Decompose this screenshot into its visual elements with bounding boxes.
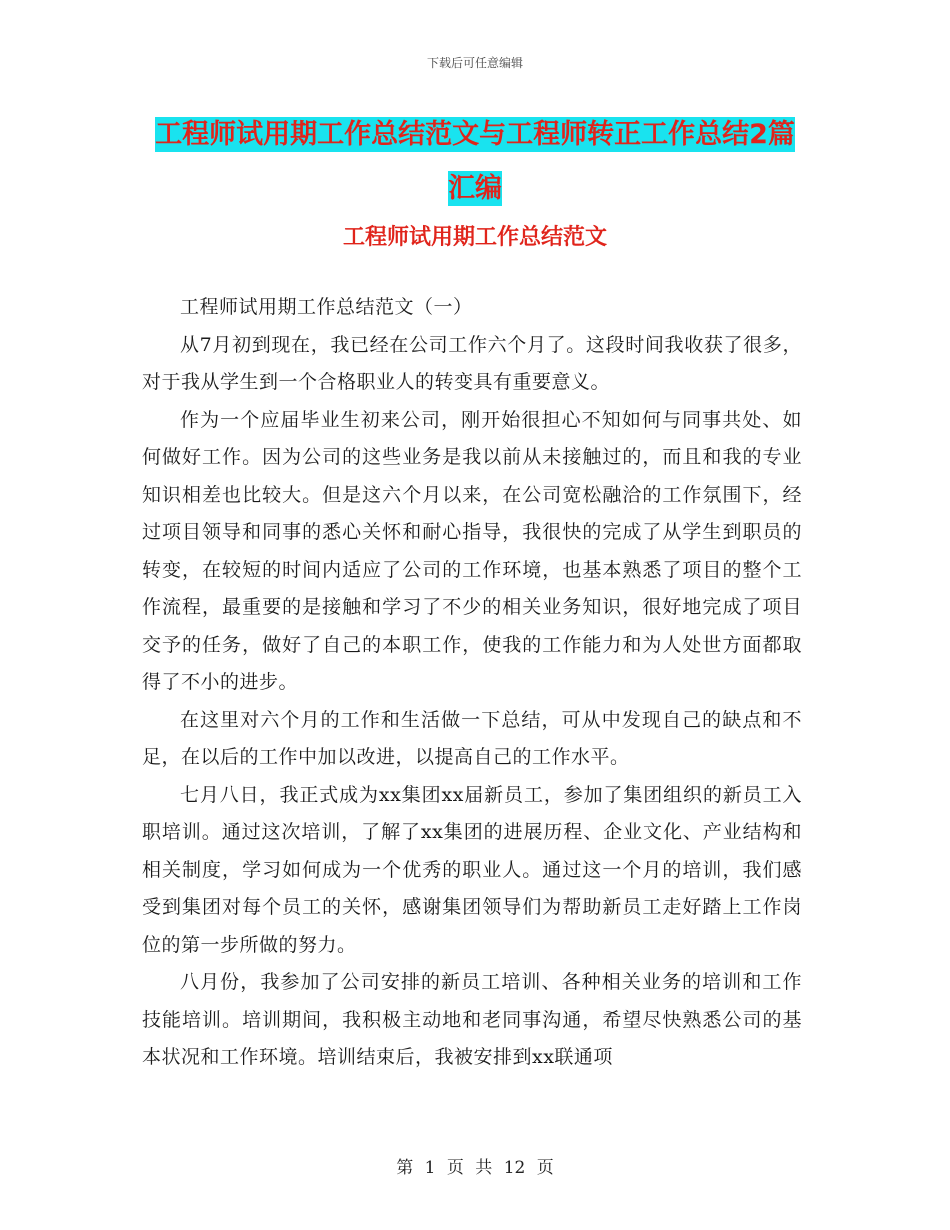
paragraph: 作为一个应届毕业生初来公司，刚开始很担心不知如何与同事共处、如何做好工作。因为公司的这些业务是我以前从未接触过的，而且和我的专业知识相差也比较大。但是这六个月以来，在公司宽松融洽的工作氛围下，经过项目领导和同事的悉心关怀和耐心指导，我很快的完成了从学生到职员的转变，在较短的时间内适应了公司的工作环境，也基本熟悉了项目的整个工作流程，最重要的是接触和学习了不少的相关业务知识，很好地完成了项目交予的任务，做好了自己的本职工作，使我的工作能力和为人处世方面都取得了不小的进步。 [142, 408, 802, 693]
page-footer-number: 第 1 页 共 12 页 [396, 1158, 554, 1178]
document-title [145, 108, 805, 216]
paragraph: 八月份，我参加了公司安排的新员工培训、各种相关业务的培训和工作技能培训。培训期间，我积极主动地和老同事沟通，希望尽快熟悉公司的基本状况和工作环境。培训结束后，我被安排到xx联通项 [142, 971, 802, 1068]
document-title-text: 工程师试用期工作总结范文与工程师转正工作总结2篇汇编 [155, 119, 795, 204]
paragraph: 七月八日，我正式成为xx集团xx届新员工，参加了集团组织的新员工入职培训。通过这次培训，了解了xx集团的进展历程、企业文化、产业结构和相关制度，学习如何成为一个优秀的职业人。通过这一个月的培训，我们感受到集团对每个员工的关怀，感谢集团领导们为帮助新员工走好踏上工作岗位的第一步所做的努力。 [142, 783, 802, 956]
page-header-note: 下载后可任意编辑 [426, 56, 523, 70]
section-title: 工程师试用期工作总结范文 [342, 225, 607, 250]
paragraph: 工程师试用期工作总结范文（一） [180, 296, 473, 318]
paragraph: 从7月初到现在，我已经在公司工作六个月了。这段时间我收获了很多，对于我从学生到一个合格职业人的转变具有重要意义。 [142, 333, 802, 393]
paragraph: 在这里对六个月的工作和生活做一下总结，可从中发现自己的缺点和不足，在以后的工作中加以改进，以提高自己的工作水平。 [142, 708, 802, 768]
document-body [142, 289, 802, 1077]
